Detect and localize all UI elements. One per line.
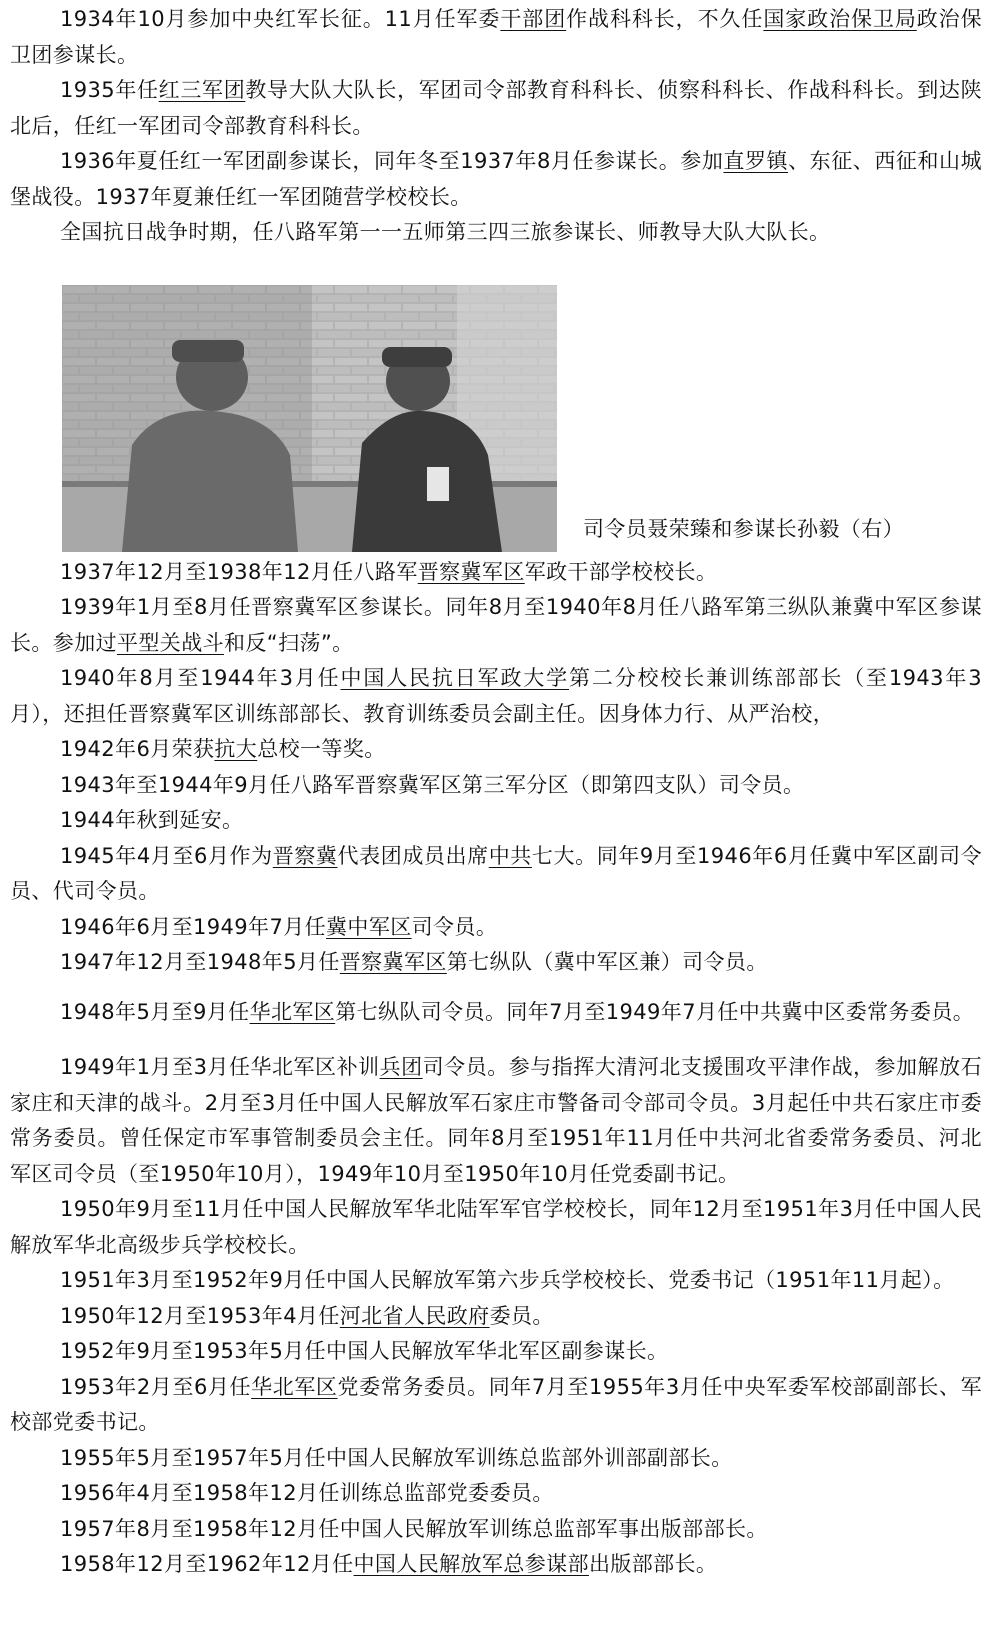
paragraph <box>10 590 982 661</box>
paragraph <box>10 995 982 1031</box>
paragraph <box>10 1334 982 1370</box>
paragraph-text: 作战科科长，不久任 <box>566 7 764 31</box>
paragraph-text: 司令员。参与指挥大清河北支援围攻平津作战，参加解放石家庄和天津的战斗。2月至3月任中国人民解放军石家庄市警备司令部司令员。3月起任中共石家庄市委常务委员。曾任保定市军事管制委员会主任。同年8月至1951年11月任中共河北省委常务委员、河北军区司令员（至1950年10月），1949年10月至1950年10月任党委副书记。 <box>10 1055 982 1186</box>
paragraph-text: 全国抗日战争时期，任八路军第一一五师第三四三旅参谋长、师教导大队大队长。 <box>60 220 831 244</box>
paragraph-text: 军政干部学校校长。 <box>524 559 718 584</box>
paragraph-text: 出版部部长。 <box>588 1552 718 1576</box>
paragraph-text: 1957年8月至1958年12月任中国人民解放军训练总监部军事出版部部长。 <box>60 1516 768 1541</box>
paragraph-text: 1944年秋到延安。 <box>60 808 244 832</box>
hyperlink[interactable]: 河北省人民政府 <box>339 1303 490 1328</box>
paragraph <box>10 1370 982 1441</box>
paragraph-text: 1945年4月至6月作为 <box>60 843 273 868</box>
paragraph <box>10 1263 982 1299</box>
paragraph-text: 1949年1月至3月任华北军区补训 <box>60 1055 380 1079</box>
hyperlink[interactable]: 红三军团 <box>158 78 246 102</box>
paragraph-text: 1950年12月至1953年4月任 <box>60 1303 340 1328</box>
paragraph-text: 第七纵队司令员。同年7月至1949年7月任中共冀中区委常务委员。 <box>335 999 975 1024</box>
paragraph <box>10 945 982 981</box>
paragraph-text: 1946年6月至1949年7月任 <box>60 914 327 939</box>
paragraph-text: 和反“扫荡”。 <box>224 630 354 655</box>
paragraph <box>10 73 982 144</box>
paragraph-text: 1952年9月至1953年5月任中国人民解放军华北军区副参谋长。 <box>60 1339 669 1363</box>
paragraph-text: 1953年2月至6月任 <box>60 1374 252 1399</box>
paragraph-text: 1937年12月至1938年12月任八路军 <box>60 559 418 584</box>
photo-row <box>10 267 982 555</box>
paragraph-text: 1936年夏任红一军团副参谋长，同年冬至1937年8月任参谋长。参加 <box>60 149 724 173</box>
paragraph-text: 政治保卫团参谋长。 <box>10 7 982 67</box>
paragraph-text: 1940年8月至1944年3月任 <box>60 666 341 690</box>
paragraph <box>10 2 982 73</box>
paragraph <box>10 1050 982 1192</box>
paragraph-text: 1947年12月至1948年5月任 <box>60 950 340 974</box>
hyperlink[interactable]: 华北军区 <box>249 999 336 1024</box>
paragraph-text: 1935年任 <box>60 78 159 102</box>
paragraph <box>10 661 982 732</box>
hyperlink[interactable]: 中国人民解放军总参谋部 <box>353 1552 589 1576</box>
paragraph-text: 1956年4月至1958年12月任训练总监部党委委员。 <box>60 1481 554 1505</box>
paragraph-text: 1934年10月参加中央红军长征。11月任军委 <box>60 7 501 31</box>
paragraph-text: 代表团成员出席 <box>337 843 489 868</box>
hyperlink[interactable]: 冀中军区 <box>326 914 412 939</box>
paragraph-text: 第七纵队（冀中军区兼）司令员。 <box>446 950 768 974</box>
paragraph <box>10 1441 982 1477</box>
hyperlink[interactable]: 平型关战斗 <box>117 630 224 655</box>
historical-photo <box>62 285 557 552</box>
hyperlink[interactable]: 兵团 <box>379 1055 423 1079</box>
paragraph <box>10 555 982 591</box>
paragraph-text: 1955年5月至1957年5月任中国人民解放军训练总监部外训部副部长。 <box>60 1445 733 1470</box>
paragraph <box>10 839 982 910</box>
text-block-after-photo <box>10 555 982 1583</box>
hyperlink[interactable]: 晋察冀军区 <box>339 950 447 974</box>
paragraph <box>10 768 982 804</box>
paragraph-text: 七大。同年9月至1946年6月任冀中军区副司令员、代司令员。 <box>10 843 982 903</box>
paragraph <box>10 144 982 215</box>
paragraph-text: 委员。 <box>489 1303 554 1328</box>
paragraph <box>10 732 982 768</box>
paragraph-text: 第二分校校长兼训练部部长（至1943年3月），还担任晋察冀军区训练部部长、教育训练委员会副主任。因身体力行、从严治校， <box>10 666 982 726</box>
paragraph-text: 1942年6月荣获 <box>60 737 215 761</box>
paragraph-text: 1948年5月至9月任 <box>60 999 250 1024</box>
paragraph-text: 1951年3月至1952年9月任中国人民解放军第六步兵学校校长、党委书记（1951年11月起）。 <box>60 1268 955 1292</box>
paragraph <box>10 1476 982 1512</box>
paragraph <box>10 910 982 946</box>
paragraph <box>10 1512 982 1548</box>
paragraph-text: 1939年1月至8月任晋察冀军区参谋长。同年8月至1940年8月任八路军第三纵队兼冀中军区参谋长。参加过 <box>10 595 982 655</box>
paragraph-text: 司令员。 <box>411 914 498 939</box>
paragraph <box>10 1547 982 1583</box>
paragraph-text: 教导大队大队长，军团司令部教育科科长、侦察科科长、作战科科长。到达陕北后，任红一军团司令部教育科科长。 <box>10 78 982 138</box>
text-block-before-photo <box>10 2 982 251</box>
hyperlink[interactable]: 干部团 <box>500 7 567 31</box>
paragraph-text: 1950年9月至11月任中国人民解放军华北陆军军官学校校长，同年12月至1951年3月任中国人民解放军华北高级步兵学校校长。 <box>10 1197 982 1257</box>
hyperlink[interactable]: 抗大 <box>214 737 258 761</box>
hyperlink[interactable]: 华北军区 <box>251 1374 338 1399</box>
paragraph-text: 总校一等奖。 <box>257 737 386 761</box>
paragraph-text: 、东征、西征和山城堡战役。1937年夏兼任红一军团随营学校校长。 <box>10 149 982 209</box>
photo-caption: 司令员聂荣臻和参谋长孙毅（右） <box>583 516 904 541</box>
paragraph <box>10 1192 982 1263</box>
paragraph-text: 1943年至1944年9月任八路军晋察冀军区第三军分区（即第四支队）司令员。 <box>60 772 805 797</box>
paragraph <box>10 803 982 839</box>
hyperlink[interactable]: 中共 <box>488 843 532 868</box>
hyperlink[interactable]: 晋察冀军区 <box>417 559 525 584</box>
hyperlink[interactable]: 中国人民抗日军政大学 <box>340 666 569 690</box>
paragraph-text: 党委常务委员。同年7月至1955年3月任中央军委军校部副部长、军校部党委书记。 <box>10 1374 982 1434</box>
hyperlink[interactable]: 晋察冀 <box>272 843 338 868</box>
paragraph <box>10 215 982 251</box>
paragraph-text: 1958年12月至1962年12月任 <box>60 1552 354 1576</box>
hyperlink[interactable]: 国家政治保卫局 <box>763 7 917 31</box>
paragraph <box>10 1299 982 1335</box>
hyperlink[interactable]: 直罗镇 <box>723 149 789 173</box>
